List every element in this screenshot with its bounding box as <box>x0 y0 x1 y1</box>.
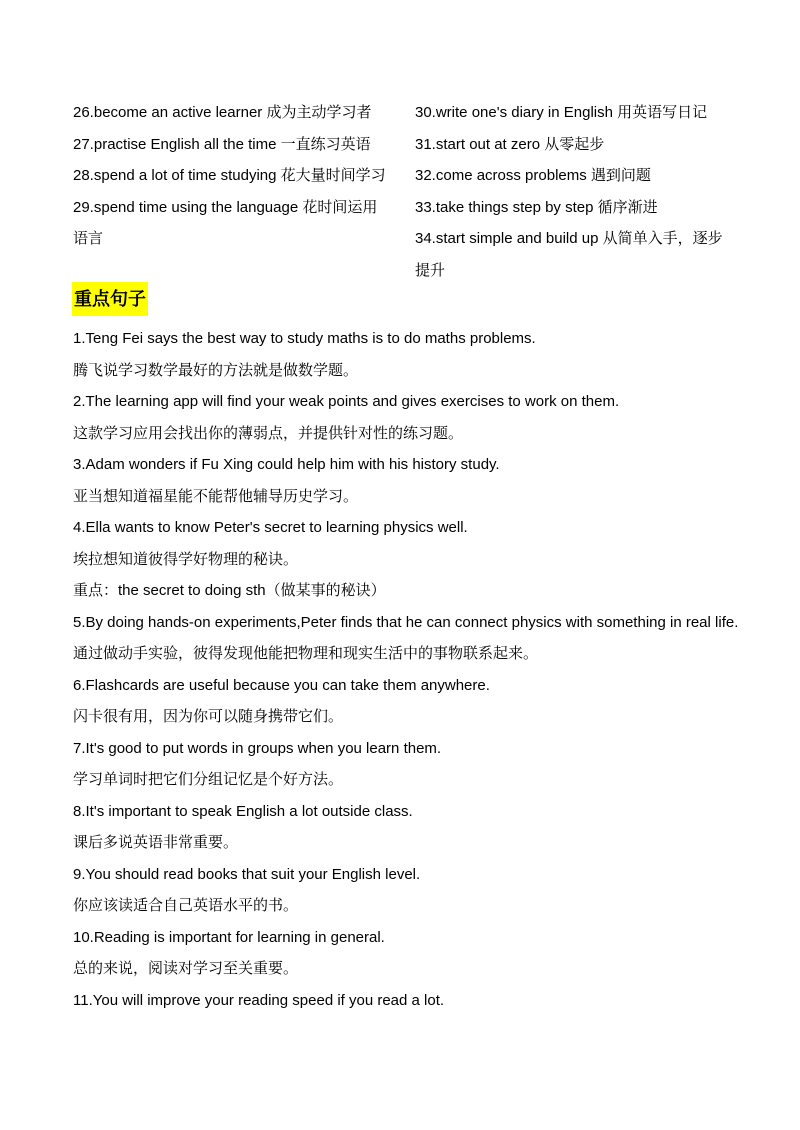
sentence-chinese: 这款学习应用会找出你的薄弱点，并提供针对性的练习题。 <box>73 424 464 442</box>
sentence-english: 11.You will improve your reading speed if you read a lot. <box>73 991 445 1009</box>
phrase-item: 29.spend time using the language 花时间运用语言 <box>73 198 378 247</box>
sentence-english: 5.By doing hands-on experiments,Peter finds that he can connect physics with something in real life. <box>73 613 739 631</box>
sentence-chinese: 亚当想知道福星能不能帮他辅导历史学习。 <box>73 487 359 505</box>
phrase-item: 32.come across problems 遇到问题 <box>415 167 651 184</box>
phrase-item: 33.take things step by step 循序渐进 <box>415 198 658 216</box>
sentence-english: 1.Teng Fei says the best way to study maths is to do maths problems. <box>73 330 536 347</box>
sentence-english: 9.You should read books that suit your English level. <box>73 865 421 883</box>
phrase-list <box>73 97 753 286</box>
sentence-english: 4.Ella wants to know Peter's secret to learning physics well. <box>73 519 468 536</box>
sentence-english: 10.Reading is important for learning in general. <box>73 928 385 946</box>
phrase-item: 30.write one's diary in English 用英语写日记 <box>415 104 708 121</box>
section-heading: 重点句子 <box>72 282 148 316</box>
sentence-chinese: 埃拉想知道彼得学好物理的秘诀。 <box>73 550 299 568</box>
phrase-item: 31.start out at zero 从零起步 <box>415 135 605 153</box>
sentence-list <box>73 323 773 1016</box>
key-point-note: 重点：the secret to doing sth（做某事的秘诀） <box>73 582 386 599</box>
sentence-chinese: 通过做动手实验，彼得发现他能把物理和现实生活中的事物联系起来。 <box>73 645 539 662</box>
sentence-chinese: 总的来说，阅读对学习至关重要。 <box>73 960 299 977</box>
sentence-chinese: 腾飞说学习数学最好的方法就是做数学题。 <box>73 361 359 379</box>
phrase-item: 28.spend a lot of time studying 花大量时间学习 <box>73 167 386 184</box>
sentence-chinese: 你应该读适合自己英语水平的书。 <box>73 897 299 914</box>
sentence-chinese: 学习单词时把它们分组记忆是个好方法。 <box>73 771 344 788</box>
sentence-english: 2.The learning app will find your weak points and gives exercises to work on them. <box>73 393 620 410</box>
phrase-item: 27.practise English all the time 一直练习英语 <box>73 135 371 153</box>
phrase-item: 34.start simple and build up 从简单入手，逐步提升 <box>415 230 723 279</box>
sentence-english: 8.It's important to speak English a lot outside class. <box>73 802 413 820</box>
sentence-english: 6.Flashcards are useful because you can take them anywhere. <box>73 676 490 694</box>
phrase-column-left <box>73 97 413 286</box>
sentence-chinese: 闪卡很有用，因为你可以随身携带它们。 <box>73 708 344 725</box>
phrase-item: 26.become an active learner 成为主动学习者 <box>73 104 372 121</box>
phrase-column-right <box>415 97 745 286</box>
sentence-chinese: 课后多说英语非常重要。 <box>73 834 239 851</box>
sentence-english: 7.It's good to put words in groups when you learn them. <box>73 739 442 757</box>
sentence-english: 3.Adam wonders if Fu Xing could help him with his history study. <box>73 456 500 473</box>
